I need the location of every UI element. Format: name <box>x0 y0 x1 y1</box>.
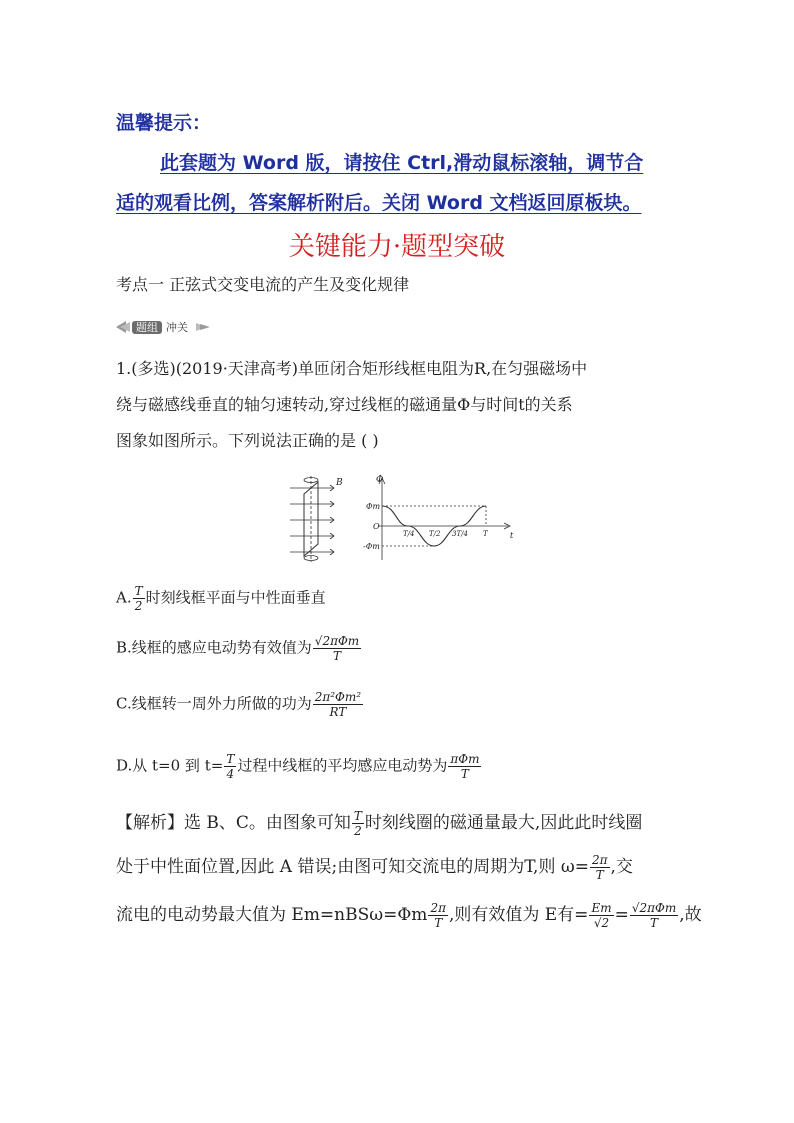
tick-label-2: T/2 <box>429 530 441 538</box>
tip-line-1: 此套题为 Word 版，请按住 Ctrl,滑动鼠标滚轴，调节合 <box>160 152 644 174</box>
flux-graph <box>378 478 510 560</box>
option-d-fraction-1: $\frac{T}{4}$ <box>226 752 235 781</box>
tick-label-3: 3T/4 <box>452 530 468 538</box>
tick-label-4: T <box>483 530 488 538</box>
option-a-fraction: $\frac{T}{2}$ <box>134 584 143 613</box>
b-label: B <box>336 478 343 488</box>
question-line-3: 图象如图所示。下列说法正确的是 ( ) <box>116 431 379 450</box>
option-c <box>116 690 364 719</box>
t-axis-label: t <box>510 531 514 540</box>
phi-axis-label: Φ <box>376 475 384 485</box>
origin-label: O <box>373 522 380 531</box>
analysis-fraction-4: $\frac{Em}{√2}$ <box>591 901 612 930</box>
question-line-2: 绕与磁感线垂直的轴匀速转动,穿过线框的磁通量Φ与时间t的关系 <box>116 395 573 414</box>
kaodian-heading: 考点一 正弦式交变电流的产生及变化规律 <box>116 275 410 294</box>
neg-phi-m-label: -Φm <box>363 542 380 551</box>
question-line-1: 1.(多选)(2019·天津高考)单匝闭合矩形线框电阻为R,在匀强磁场中 <box>116 359 588 378</box>
tick-label-1: T/4 <box>403 530 415 538</box>
question-group-banner <box>114 318 224 336</box>
tip-title: 温馨提示： <box>116 112 212 134</box>
option-b <box>116 634 362 663</box>
analysis-fraction-2: $\frac{2\pi}{T}$ <box>591 853 608 882</box>
analysis-line-1: 【解析】选 B、C。由图象可知 $\frac{T}{2}$ 时刻线圈的磁通量最大,因此此时线圈 <box>116 809 643 838</box>
option-a-prefix: A. <box>116 588 132 607</box>
analysis-fraction-1: $\frac{T}{2}$ <box>353 809 362 838</box>
banner-label-b: 冲关 <box>166 321 188 334</box>
analysis-tag: 【解析】 <box>116 813 184 833</box>
rotating-frame-diagram <box>290 476 334 562</box>
section-title: 关键能力·题型突破 <box>288 232 506 262</box>
question-figure <box>286 474 516 564</box>
analysis-fraction-3: $\frac{2\pi}{T}$ <box>430 901 446 930</box>
analysis-line-3: 流电的电动势最大值为 Em=nBSω=Φm $\frac{2\pi}{T}$ ,则有效值为 E有= $\frac{Em}{√2}$ = $\frac{\text{√2πΦm}}{T}$ ,故 <box>116 901 702 930</box>
option-d <box>116 752 482 781</box>
option-b-fraction: $\frac{\text{√2πΦm}}{T}$ <box>314 634 360 663</box>
option-b-prefix: B.线框的感应电动势有效值为 <box>116 638 312 657</box>
phi-m-label: Φm <box>366 502 381 511</box>
option-d-mid: 过程中线框的平均感应电动势为 <box>237 756 448 775</box>
banner-label-a: 题组 <box>136 321 158 334</box>
option-a <box>116 584 326 613</box>
option-d-prefix: D.从 t=0 到 t= <box>116 756 224 775</box>
option-a-text: 时刻线框平面与中性面垂直 <box>145 588 326 607</box>
option-c-prefix: C.线框转一周外力所做的功为 <box>116 694 312 713</box>
option-c-fraction: $\frac{\text{2π²Φm²}}{RT}$ <box>314 690 362 719</box>
analysis-fraction-5: $\frac{\text{√2πΦm}}{T}$ <box>631 901 677 930</box>
option-d-fraction-2: $\frac{\text{πΦm}}{T}$ <box>450 752 480 781</box>
analysis-line-2: 处于中性面位置,因此 A 错误;由图可知交流电的周期为T,则 ω= $\frac{2\pi}{T}$ ,交 <box>116 853 633 882</box>
tip-line-2: 适的观看比例，答案解析附后。关闭 Word 文档返回原板块。 <box>116 192 642 214</box>
